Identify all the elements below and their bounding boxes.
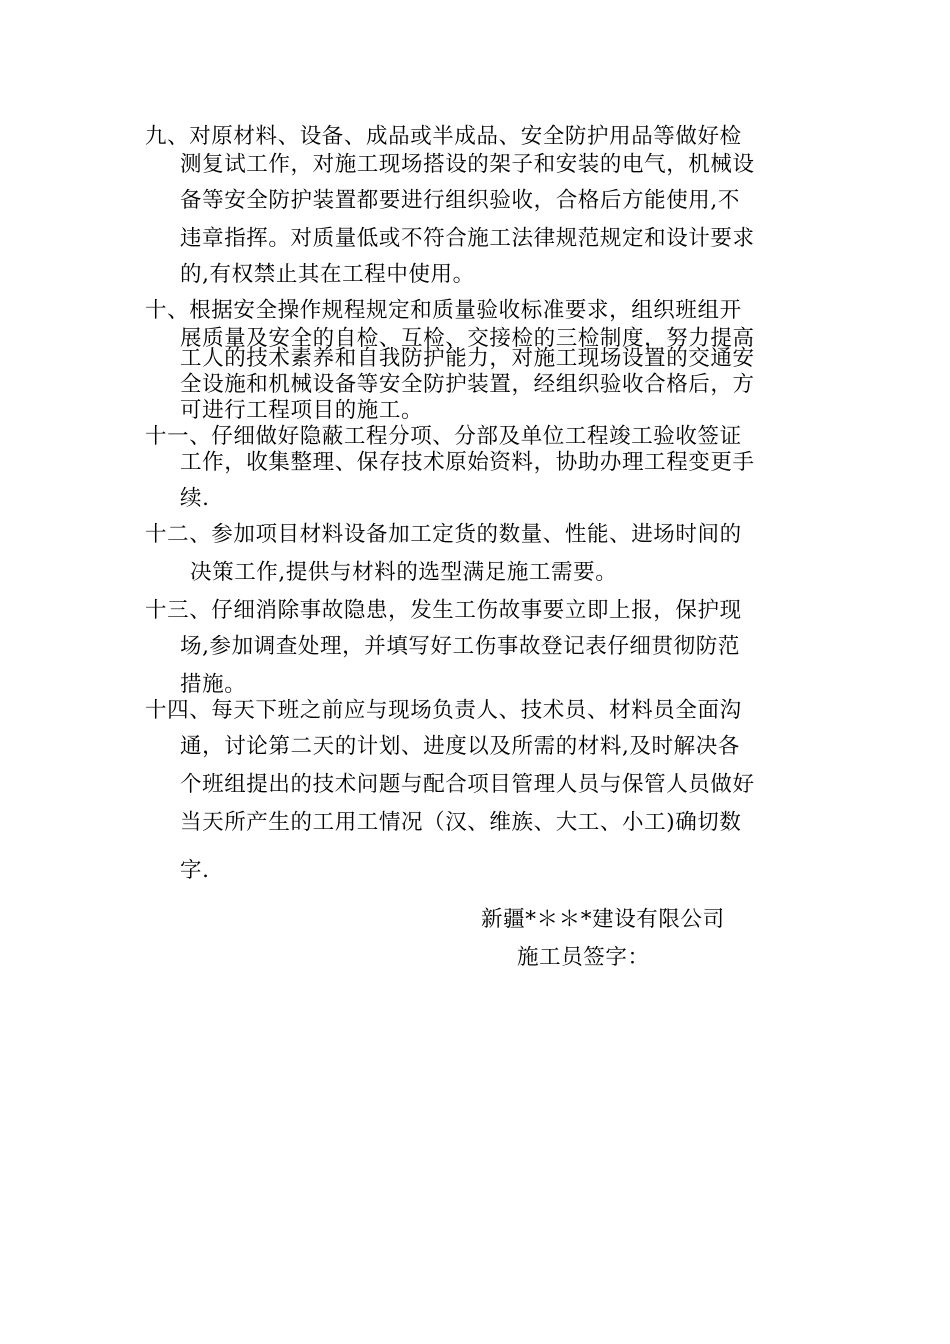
clause-14-line-5: 字.: [180, 858, 210, 883]
clause-9-line-5: 的,有权禁止其在工程中使用。: [180, 262, 475, 287]
clause-14-line-4: 当天所产生的工用工情况（汉、维族、大工、小工)确切数: [180, 810, 742, 835]
clause-13-line-3: 措施。: [180, 672, 247, 697]
clause-11-line-2: 工作，收集整理、保存技术原始资料，协助办理工程变更手: [180, 450, 755, 475]
clause-12-line-1: 十二、参加项目材料设备加工定货的数量、性能、进场时间的: [145, 522, 742, 547]
clause-9-line-3: 备等安全防护装置都要进行组织验收，合格后方能使用,不: [180, 188, 740, 213]
clause-10-line-3: 工人的技术素养和自我防护能力，对施工现场设置的交通安: [180, 346, 755, 371]
signature-label: 施工员签字：: [517, 945, 650, 970]
clause-12-line-2: 决策工作,提供与材料的选型满足施工需要。: [190, 560, 618, 585]
clause-10-line-4: 全设施和机械设备等安全防护装置，经组织验收合格后，方: [180, 372, 755, 397]
clause-14-line-2: 通，讨论第二天的计划、进度以及所需的材料,及时解决各: [180, 734, 740, 759]
clause-14-line-3: 个班组提出的技术问题与配合项目管理人员与保管人员做好: [180, 772, 755, 797]
clause-14-line-1: 十四、每天下班之前应与现场负责人、技术员、材料员全面沟: [145, 698, 742, 723]
clause-10-line-2: 展质量及安全的自检、互检、交接检的三检制度，努力提高: [180, 326, 755, 351]
clause-13-line-1: 十三、仔细消除事故隐患，发生工伤故事要立即上报，保护现: [145, 598, 742, 623]
clause-11-line-1: 十一、仔细做好隐蔽工程分项、分部及单位工程竣工验收签证: [145, 424, 742, 449]
clause-13-line-2: 场,参加调查处理，并填写好工伤事故登记表仔细贯彻防范: [180, 634, 740, 659]
company-name: 新疆*＊＊*建设有限公司: [481, 907, 725, 932]
clause-9-line-2: 测复试工作，对施工现场搭设的架子和安装的电气，机械设: [180, 152, 755, 177]
clause-10-line-1: 十、根据安全操作规程规定和质量验收标准要求，组织班组开: [145, 298, 742, 323]
clause-9-line-4: 违章指挥。对质量低或不符合施工法律规范规定和设计要求: [180, 226, 755, 251]
clause-11-line-3: 续.: [180, 486, 210, 511]
clause-9-line-1: 九、对原材料、设备、成品或半成品、安全防护用品等做好检: [145, 124, 742, 149]
clause-10-line-5: 可进行工程项目的施工。: [180, 398, 424, 423]
